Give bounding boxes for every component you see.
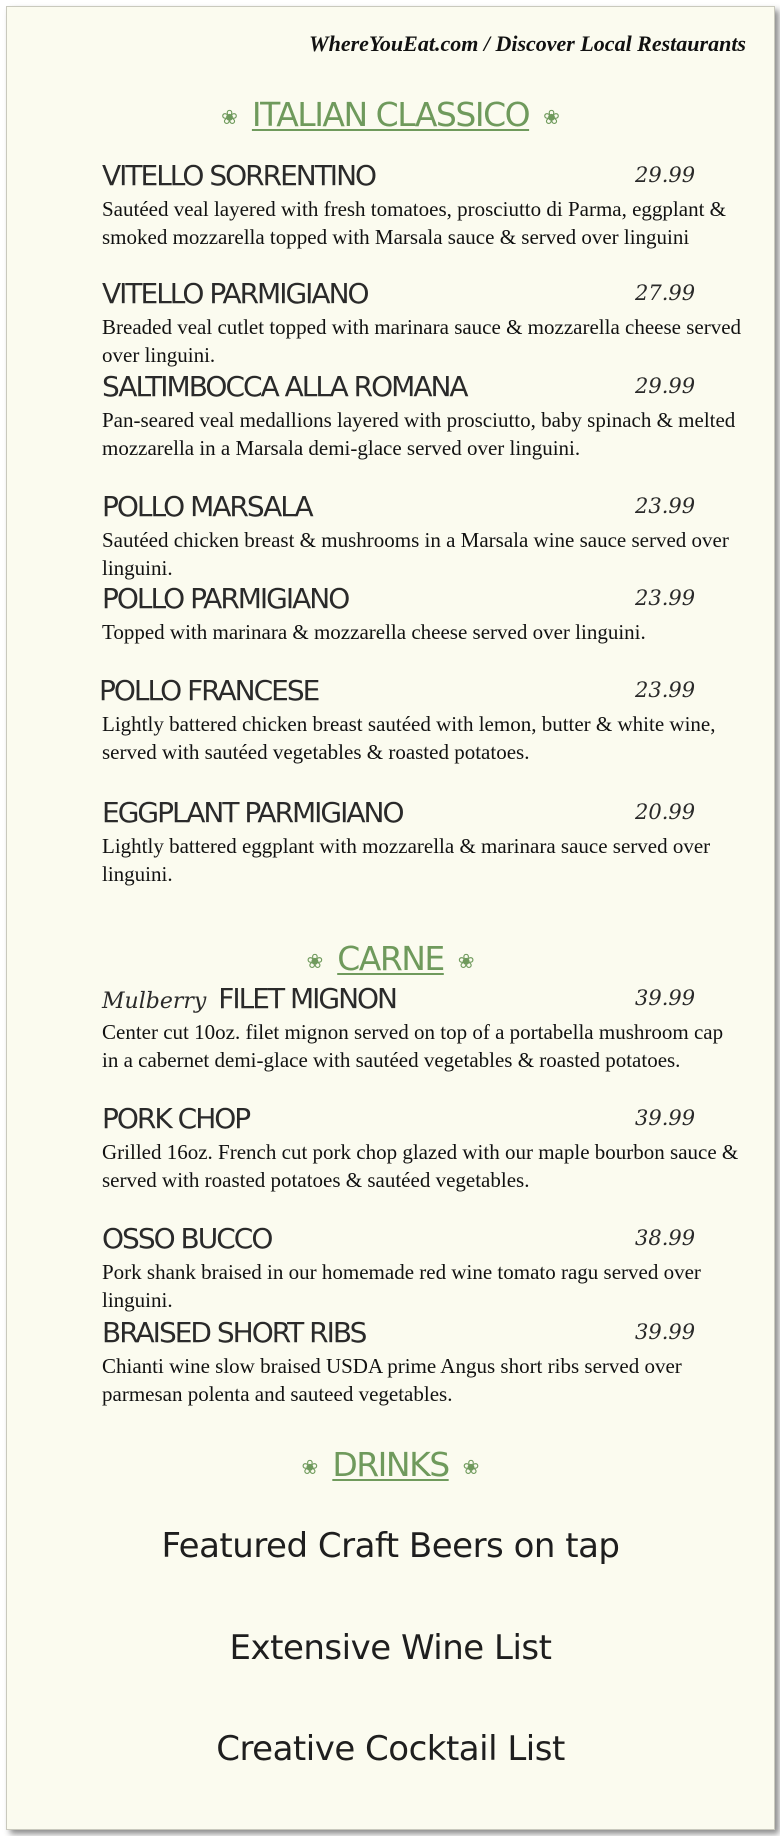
ornament-left-icon: ❀ — [301, 1454, 319, 1479]
item-name: VITELLO SORRENTINO — [102, 159, 376, 192]
section-heading-drinks — [7, 1445, 774, 1484]
item-price: 23.99 — [635, 586, 696, 610]
item-name: OSSO BUCCO — [102, 1222, 272, 1255]
item-price: 38.99 — [635, 1226, 696, 1250]
item-name: PORK CHOP — [102, 1102, 250, 1135]
item-description: Sautéed chicken breast & mushrooms in a Marsala wine sauce served over linguini. — [102, 528, 729, 580]
menu-page — [6, 6, 775, 1830]
item-price: 23.99 — [635, 494, 696, 518]
ornament-left-icon: ❀ — [306, 948, 324, 973]
item-name: POLLO PARMIGIANO — [102, 582, 349, 615]
item-prefix: Mulberry — [102, 989, 207, 1014]
item-name: POLLO FRANCESE — [99, 674, 319, 707]
drink-line: Featured Craft Beers on tap — [161, 1526, 620, 1566]
item-name: SALTIMBOCCA ALLA ROMANA — [102, 370, 467, 403]
section-title-carne: CARNE — [337, 939, 444, 978]
item-description: Lightly battered chicken breast sautéed with lemon, butter & white wine, served with sautéed vegetables & roasted potatoes. — [102, 712, 716, 764]
item-description: Pork shank braised in our homemade red wine tomato ragu served over linguini. — [102, 1260, 701, 1312]
ornament-left-icon: ❀ — [221, 104, 238, 129]
item-price: 23.99 — [635, 678, 696, 702]
item-description: Sautéed veal layered with fresh tomatoes, prosciutto di Parma, eggplant & smoked mozzarella topped with Marsala sauce & served over linguini — [102, 197, 726, 249]
item-description: Pan-seared veal medallions layered with prosciutto, baby spinach & melted mozzarella in a Marsala demi-glace served over linguini. — [102, 408, 736, 460]
item-price: 20.99 — [635, 800, 696, 824]
item-name-text: FILET MIGNON — [218, 982, 396, 1015]
section-heading-carne — [7, 939, 774, 978]
item-description: Center cut 10oz. filet mignon served on top of a portabella mushroom cap in a cabernet demi-glace with sautéed vegetables & roasted potatoes. — [102, 1020, 724, 1072]
item-name: POLLO MARSALA — [102, 490, 312, 523]
item-price: 27.99 — [635, 281, 696, 305]
ornament-right-icon: ❀ — [543, 104, 560, 129]
item-description: Chianti wine slow braised USDA prime Angus short ribs served over parmesan polenta and sauteed vegetables. — [102, 1354, 682, 1406]
item-price: 39.99 — [635, 986, 696, 1010]
item-price: 29.99 — [635, 374, 696, 398]
item-name: EGGPLANT PARMIGIANO — [102, 796, 403, 829]
item-description: Grilled 16oz. French cut pork chop glazed with our maple bourbon sauce & served with roasted potatoes & sautéed vegetables. — [102, 1140, 739, 1192]
item-price: 29.99 — [635, 163, 696, 187]
section-title-drinks: DRINKS — [332, 1445, 449, 1484]
item-name: BRAISED SHORT RIBS — [102, 1316, 366, 1349]
drink-line: Creative Cocktail List — [216, 1729, 565, 1769]
item-price: 39.99 — [635, 1320, 696, 1344]
item-name: VITELLO PARMIGIANO — [102, 277, 368, 310]
ornament-right-icon: ❀ — [462, 1454, 480, 1479]
item-price: 39.99 — [635, 1106, 696, 1130]
item-description: Breaded veal cutlet topped with marinara sauce & mozzarella cheese served over linguini. — [102, 315, 742, 367]
drink-line: Extensive Wine List — [229, 1628, 552, 1668]
section-heading-italian — [7, 95, 774, 134]
item-description: Lightly battered eggplant with mozzarella & marinara sauce served over linguini. — [102, 834, 711, 886]
site-header: WhereYouEat.com / Discover Local Restaurants — [309, 31, 746, 56]
ornament-right-icon: ❀ — [457, 948, 475, 973]
section-title-italian: ITALIAN CLASSICO — [251, 95, 530, 134]
item-description: Topped with marinara & mozzarella cheese served over linguini. — [102, 620, 646, 644]
item-name — [102, 982, 396, 1015]
